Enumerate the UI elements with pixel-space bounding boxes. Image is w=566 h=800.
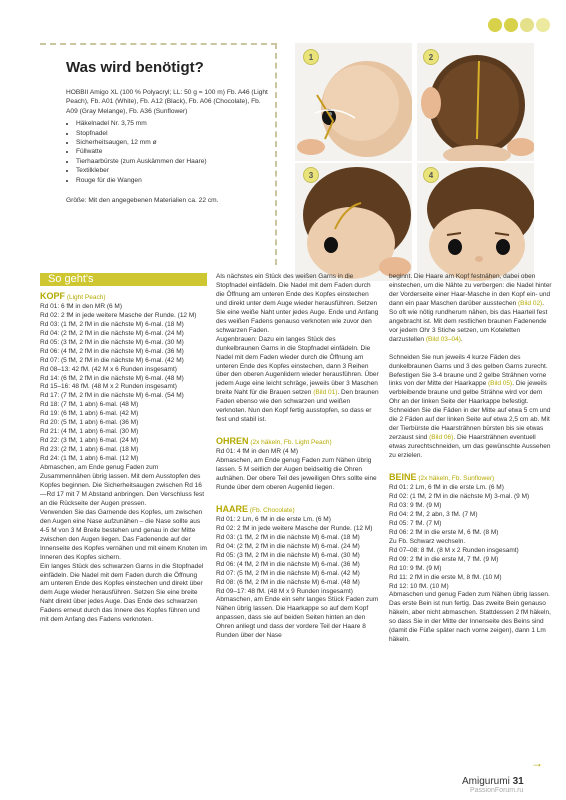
round-row: Rd 09: 2 fM in die erste M, 7 fM. (9 M)	[389, 555, 499, 563]
paragraph-text: Augenbrauen: Dazu ein langes Stück des dunkelbraunen Garns in die Stopfnadel einfädeln. Die Nadel mit dem Faden wieder durch die Öffnung am unteren Ende des Kopfes einstechen, dann 3 Reihen über den oberen Augenlidern wieder herausführen. Über jedem Auge eine leicht schräge, jeweils über 3 Maschen breite Naht für die Brauen setzen	[216, 335, 379, 397]
step-number-badge: 1	[303, 49, 319, 65]
step-number-badge: 4	[423, 167, 439, 183]
paragraph	[389, 273, 552, 345]
materials-item: • Rouge für die Wangen	[76, 176, 275, 185]
round-row: Rd 18: (7 fM, 1 abn) 6-mal. (48 M)	[40, 401, 139, 409]
round-row: Rd 01: 6 fM in den MR (6 M)	[40, 302, 122, 310]
step-photo-1	[295, 43, 412, 161]
paragraph: Verwenden Sie das Garnende des Kopfes, um zwischen den Augen eine Nase aufzunähen – die Nase sollte aus 4-5 M von 3 M Breite bestehen und genau in der Mitte zwischen den Augen liegen. Das Fadenende auf der Innenseite des Kopfes vernähen und mit einem Knoten im Inneren des Kopfes sichern.	[40, 508, 207, 561]
round-row: Rd 24: (1 fM, 1 abn) 6-mal. (12 M)	[40, 455, 139, 463]
round-row: Zu Fb. Schwarz wechseln.	[389, 537, 466, 545]
paragraph: Abmaschen, am Ende ein sehr langes Stück Faden zum Nähen übrig lassen. Die Haarkappe so auf dem Kopf anpassen, dass sie auf beiden Seiten hinten an den Ohren anliegt und dass der vordere Teil der Haare 8 Runden über der Nase	[216, 596, 379, 640]
round-row: Rd 03: (1 fM, 2 fM in die nächste M) 6-mal. (18 M)	[40, 320, 184, 328]
spacer	[216, 493, 379, 502]
paragraph: Abmaschen, am Ende genug Faden zum Zusammennähen übrig lassen. Mit dem Ausstopfen des Kopfes beginnen. Die Sicherheitsaugen zwischen Rd 16—Rd 17 mit 7 M Abstand anbringen. Den Verschluss fest an die Rückseite der Augen pressen.	[40, 464, 205, 507]
page-dot	[536, 18, 550, 32]
instructions-column-3	[389, 273, 552, 645]
paragraph-text: . Die Haarsträhnen eventuell etwas zurechtschneiden, um das gewünschte Aussehen zu erzielen.	[389, 434, 551, 460]
page-dot	[488, 18, 502, 32]
round-row: Rd 22: (3 fM, 1 abn) 6-mal. (24 M)	[40, 437, 139, 445]
round-row: Rd 01: 2 Lm, 6 fM in die erste Lm. (6 M)	[216, 515, 331, 523]
materials-item: • Stopfnadel	[76, 129, 275, 138]
paragraph	[389, 354, 552, 461]
paragraph: Ein langes Stück des schwarzen Garns in die Stopfnadel einfädeln. Die Nadel mit dem Faden durch die Öffnung am unteren Ende des Kopfes einstechen und direkt über dem Auge wieder herausführen. Setzen Sie eine breite Naht direkt über jedes Auge. Das Ende des schwarzen Fadens erneut durch das Innere des Kopfes führen und mit dem Anfang des Fadens verknoten.	[40, 562, 204, 624]
heading-subtitle: (Fb. Chocolate)	[248, 506, 295, 514]
spacer	[216, 425, 379, 434]
materials-item: • Sicherheitsaugen, 12 mm ø	[76, 138, 275, 147]
yarn-description: HOBBII Amigo XL (100 % Polyacryl; LL: 50 g = 100 m) Fb. A46 (Light Peach), Fb. A01 (White), Fb. A12 (Black), Fb. A06 (Chocolate), Fb. A09 (Gray Melange), Fb. A36 (Sunflower)	[66, 89, 268, 115]
heading-text: BEINE	[389, 472, 417, 483]
paragraph: Abmaschen und genug Faden zum Nähen übrig lassen. Das erste Bein ist nun fertig. Das zweite Bein genauso häkeln, aber nicht abmaschen. Stattdessen 2 fM häkeln, so dass Sie in der Mitte der Innenseite des Beins sind (damit die Füße später nach vorne zeigen), dann 1 Lm häkeln.	[389, 591, 551, 644]
paragraph-text: beginnt. Die Haare am Kopf festnähen, dabei oben einstechen, um die Nähte zu verbergen: die Nadel hinter der Vorderseite einer Haar-Masche in den Kopf ein- und dann ein paar Maschen darüber ausstechen	[389, 273, 552, 307]
size-note: Größe: Mit den angegebenen Materialien ca. 22 cm.	[66, 197, 219, 205]
continue-arrow-icon: →	[531, 756, 543, 770]
paragraph: Als nächstes ein Stück des weißen Garns in die Stopfnadel einfädeln. Die Nadel mit dem Faden durch die Öffnung am unteren Ende des Kopfes einstechen und direkt unter dem Auge wieder herausführen. Setzen Sie eine weiße Naht unter jedes Auge. Ende und Anfang des weißen Fadens genauso verknoten wie zuvor den schwarzen Faden.	[216, 273, 379, 334]
heading-text: OHREN	[216, 436, 249, 447]
round-row: Rd 12: 10 fM. (10 M)	[389, 582, 449, 590]
round-row: Rd 11: 2 fM in die erste M, 8 fM. (10 M)	[389, 573, 502, 581]
round-row: Rd 21: (4 fM, 1 abn) 6-mal. (30 M)	[40, 428, 139, 436]
round-row: Rd 07–08: 8 fM. (8 M x 2 Runden insgesamt)	[389, 546, 519, 554]
paragraph	[216, 336, 379, 426]
paragraph-text: . Den braunen Faden ebenso wie den schwarzen und weißen verknoten. Nun den Kopf fertig ausstopfen, so dass er fest und stabil ist.	[216, 389, 379, 424]
round-row: Rd 15–16: 48 fM. (48 M x 2 Runden insgesamt)	[40, 383, 177, 391]
round-row: Rd 01: 2 Lm, 6 fM in die erste Lm. (6 M)	[389, 484, 504, 492]
round-row: Rd 05: (3 fM, 2 fM in die nächste M) 6-mal. (30 M)	[216, 551, 360, 559]
step-photo-4	[417, 163, 534, 281]
materials-box	[40, 43, 277, 265]
materials-item: • Füllwatte	[76, 147, 275, 156]
materials-item: • Textilkleber	[76, 166, 275, 175]
round-row: Rd 03: (1 fM, 2 fM in die nächste M) 6-mal. (18 M)	[216, 533, 360, 541]
round-row: Rd 05: 7 fM. (7 M)	[389, 519, 442, 527]
round-row: Rd 08–13: 42 fM. (42 M x 6 Runden insgesamt)	[40, 365, 177, 373]
spacer	[389, 461, 552, 470]
heading-subtitle: (2x häkeln, Fb. Sunflower)	[416, 475, 495, 483]
image-reference: (Bild 06)	[429, 434, 454, 442]
instructions-column-1	[40, 273, 207, 625]
materials-item: • Tierhaarbürste (zum Auskämmen der Haare)	[76, 157, 275, 166]
step-photo-2	[417, 43, 534, 161]
page-dot	[504, 18, 518, 32]
paragraph-text: . So oft wie nötig rundherum nähen, bis das Haarteil fest angebracht ist. Mit dem restlichen braunen Fadenende vor jedem Ohr 3 Stiche setzen, um Koteletten darzustellen	[389, 299, 548, 343]
round-row: Rd 04: 2 fM, 2 abn, 3 fM. (7 M)	[389, 510, 478, 518]
section-heading-haare	[216, 505, 379, 516]
magazine-name: Amigurumi	[462, 776, 510, 787]
heading-subtitle: (Light Peach)	[65, 293, 106, 301]
image-reference: (Bild 05)	[488, 380, 513, 388]
round-row: Rd 07: (5 fM, 2 fM in die nächste M) 6-mal. (42 M)	[216, 569, 360, 577]
section-heading-ohren	[216, 437, 379, 448]
watermark: PassionForum.ru	[470, 787, 524, 794]
page-footer	[462, 776, 524, 787]
page-indicator-dots	[488, 18, 550, 32]
round-row: Rd 02: 2 fM in jede weitere Masche der Runde. (12 M)	[40, 311, 197, 319]
step-number-badge: 3	[303, 167, 319, 183]
materials-title: Was wird benötigt?	[66, 59, 204, 76]
round-row: Rd 01: 4 fM in den MR (4 M)	[216, 448, 298, 456]
materials-item: • Häkelnadel Nr. 3,75 mm	[76, 119, 275, 128]
round-row: Rd 04: (2 fM, 2 fM in die nächste M) 6-mal. (24 M)	[40, 329, 184, 337]
heading-subtitle: (2x häkeln, Fb. Light Peach)	[248, 439, 332, 447]
paragraph-text: Schneiden Sie nun jeweils 4 kurze Fäden des dunkelbraunen Garns und 3 des gelben Garns zurecht. Befestigen Sie 3-4 braune und 2 gelbe Strähnen vorne links von der Mitte der Haarkappe	[389, 353, 548, 388]
image-reference: (Bild 01)	[313, 389, 338, 397]
round-row: Rd 02: 2 fM in jede weitere Masche der Runde. (12 M)	[216, 524, 373, 532]
round-row: Rd 23: (2 fM, 1 abn) 6-mal. (18 M)	[40, 446, 139, 454]
page-number: 31	[512, 776, 524, 787]
round-row: Rd 06: 2 fM in die erste M, 6 fM. (8 M)	[389, 528, 499, 536]
heading-text: HAARE	[216, 503, 249, 514]
round-row: Rd 07: (5 fM, 2 fM in die nächste M) 6-mal. (42 M)	[40, 356, 184, 364]
paragraph: Abmaschen, am Ende genug Faden zum Nähen übrig lassen. 5 M seitlich der Augen beidseitig die Ohren aufnähen. Der obere Teil des jeweiligen Ohrs sollte eine Runde über dem oberen Augenlid liegen.	[216, 457, 377, 491]
image-reference: (Bild 03–04)	[425, 335, 461, 343]
section-heading-kopf	[40, 292, 207, 303]
spacer	[389, 345, 552, 354]
materials-list	[66, 119, 275, 185]
image-reference: (Bild 02)	[518, 299, 543, 307]
round-row: Rd 09–17: 48 fM. (48 M x 9 Runden insgesamt)	[216, 587, 353, 595]
instructions-column-2	[216, 273, 379, 641]
round-row: Rd 08: (6 fM, 2 fM in die nächste M) 6-mal. (48 M)	[216, 578, 360, 586]
round-row: Rd 20: (5 fM, 1 abn) 6-mal. (36 M)	[40, 419, 139, 427]
round-row: Rd 19: (6 fM, 1 abn) 6-mal. (42 M)	[40, 410, 139, 418]
round-row: Rd 06: (4 fM, 2 fM in die nächste M) 6-mal. (36 M)	[216, 560, 360, 568]
step-photo-3	[295, 163, 412, 281]
round-row: Rd 04: (2 fM, 2 fM in die nächste M) 6-mal. (24 M)	[216, 542, 360, 550]
round-row: Rd 17: (7 fM, 2 fM in die nächste M) 6-mal. (54 M)	[40, 392, 184, 400]
round-row: Rd 14: (6 fM, 2 fM in die nächste M) 6-mal. (48 M)	[40, 374, 184, 382]
heading-text: KOPF	[40, 290, 66, 301]
round-row: Rd 03: 9 fM. (9 M)	[389, 501, 442, 509]
section-banner: So geht's	[40, 273, 207, 286]
step-number-badge: 2	[423, 49, 439, 65]
round-row: Rd 10: 9 fM. (9 M)	[389, 564, 442, 572]
section-heading-beine	[389, 473, 552, 484]
page-dot	[520, 18, 534, 32]
round-row: Rd 02: (1 fM, 2 fM in die nächste M) 3-mal. (9 M)	[389, 492, 530, 500]
round-row: Rd 05: (3 fM, 2 fM in die nächste M) 6-mal. (30 M)	[40, 338, 184, 346]
round-row: Rd 06: (4 fM, 2 fM in die nächste M) 6-mal. (36 M)	[40, 347, 184, 355]
paragraph-text: . Die jeweils verbleibende braune und gelbe Strähne wird vor dem Ohr an der linken Seite der Haarkappe befestigt. Schneiden Sie die Fäden in der Mitte auf etwa 5 cm und die 2 Fäden auf der linken Seite auf etwa 2,5 cm ab. Mit der Tierbürste die Haarsträhnen bürsten bis sie etwas zerzaust sind	[389, 380, 551, 442]
paragraph-text: .	[460, 335, 463, 343]
